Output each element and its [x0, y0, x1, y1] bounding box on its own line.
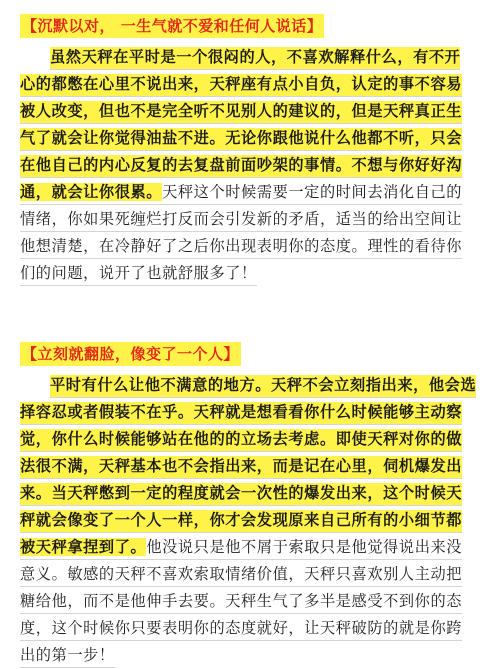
paragraph: [20, 372, 482, 669]
text-line: 意义。敏感的天秤不喜欢索取情绪价值，天秤只喜欢别人主动把: [20, 561, 482, 588]
text-line: 觉，你什么时候能够站在他的的立场去考虑。即使天秤对你的做: [20, 426, 482, 453]
text-line: 们的问题，说开了也就舒服多了！: [20, 260, 482, 287]
text-line: 他想清楚，在冷静好了之后你出现表明你的态度。理性的看待你: [20, 233, 482, 260]
text-line: 通，就会让你很累。天秤这个时候需要一定的时间去消化自己的: [20, 179, 482, 206]
text-line: 虽然天秤在平时是一个很闷的人，不喜欢解释什么，有不开: [20, 44, 482, 71]
text-line: 被天秤拿捏到了。他没说只是他不屑于索取只是他觉得说出来没: [20, 534, 482, 561]
paragraph: [20, 44, 482, 287]
text-line: 情绪，你如果死缠烂打反而会引发新的矛盾，适当的给出空间让: [20, 206, 482, 233]
text-line: 度，这个时候你只要表明你的态度就好，让天秤破防的就是你跨: [20, 615, 482, 642]
text-line: 来。当天秤憋到一定的程度就会一次性的爆发出来，这个时候天: [20, 480, 482, 507]
text-line: 择容忍或者假装不在乎。天秤就是想看看你什么时候能够主动察: [20, 399, 482, 426]
text-line: 法很不满，天秤基本也不会指出来，而是记在心里，伺机爆发出: [20, 453, 482, 480]
section-heading: 【立刻就翻脸，像变了一个人】: [20, 342, 241, 366]
text-line: 出的第一步！: [20, 642, 482, 669]
text-line: 被人改变，但也不是完全听不见别人的建议的，但是天秤真正生: [20, 98, 482, 125]
text-line: 平时有什么让他不满意的地方。天秤不会立刻指出来，他会选: [20, 372, 482, 399]
text-line: 秤就会像变了一个人一样，你才会发现原来自己所有的小细节都: [20, 507, 482, 534]
text-line: 心的都憋在心里不说出来，天秤座有点小自负，认定的事不容易: [20, 71, 482, 98]
text-line: 在他自己的内心反复的去复盘前面吵架的事情。不想与你好好沟: [20, 152, 482, 179]
text-line: 气了就会让你觉得油盐不进。无论你跟他说什么他都不听，只会: [20, 125, 482, 152]
section-heading: 【沉默以对， 一生气就不爱和任何人说话】: [20, 14, 324, 38]
section-silence: [20, 14, 482, 287]
section-turn-face: [20, 342, 482, 669]
text-line: 糖给他，而不是他伸手去要。天秤生气了多半是感受不到你的态: [20, 588, 482, 615]
